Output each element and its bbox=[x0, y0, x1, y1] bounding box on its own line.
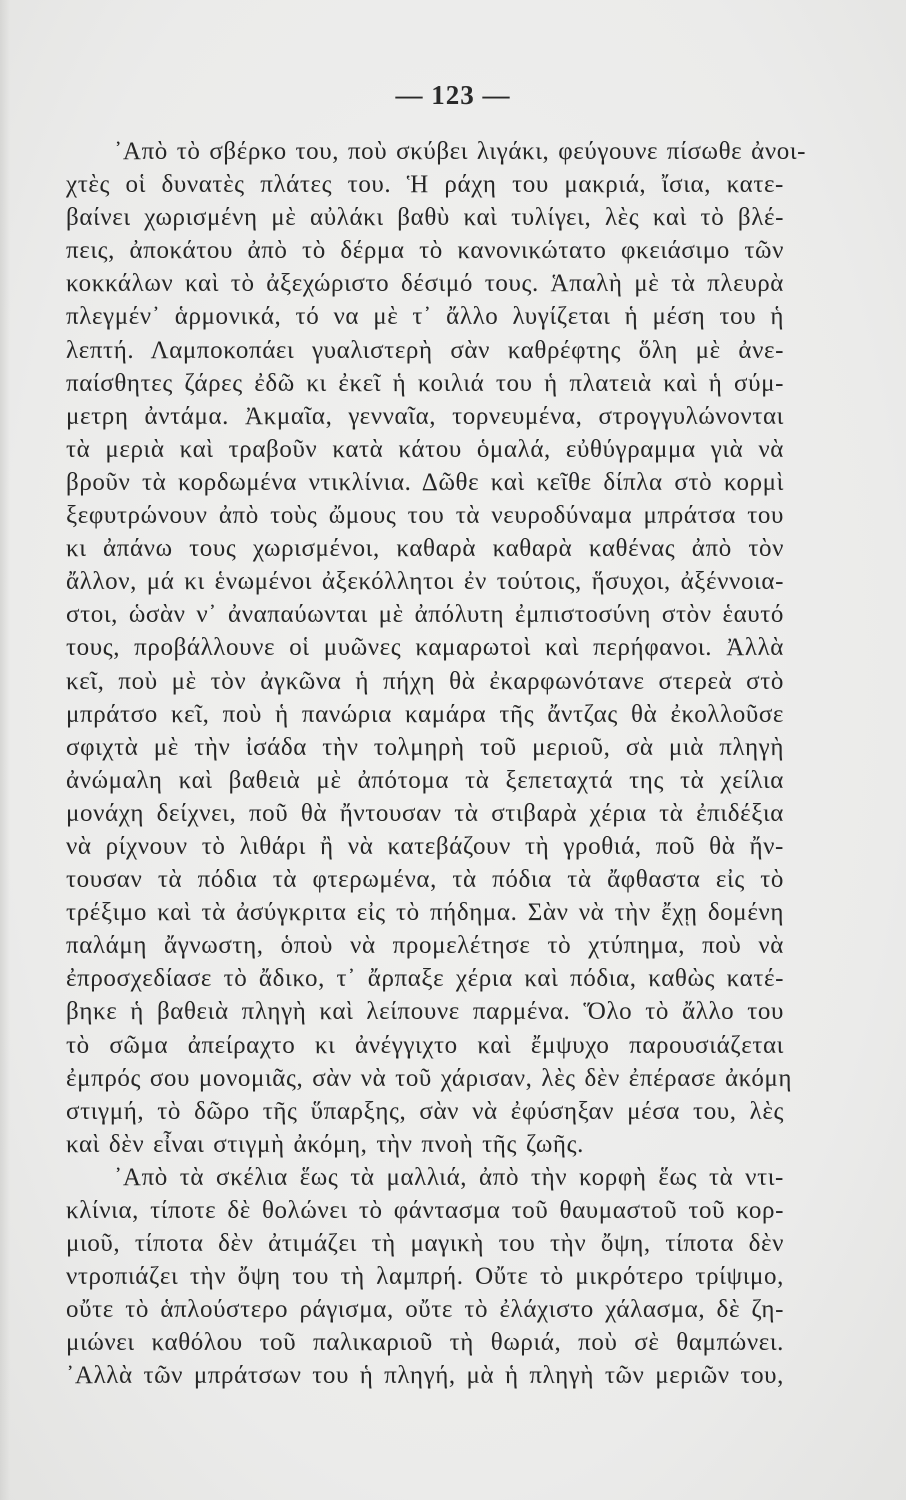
text-line: οὔτε τὸ ἁπλούστερο ράγισμα, οὔτε τὸ ἐλάχιστο χάλασμα, δὲ ζη- bbox=[66, 1296, 784, 1324]
text-line: κι ἀπάνω τους χωρισμένοι, καθαρὰ καθαρὰ καθένας ἀπὸ τὸν bbox=[66, 535, 784, 563]
text-line: χτὲς οἱ δυνατὲς πλάτες του. Ἡ ράχη του μακριά, ἴσια, κατε- bbox=[66, 171, 784, 199]
text-line: ξεφυτρώνουν ἀπὸ τοὺς ὤμους του τὰ νευροδύναμα μπράτσα του bbox=[66, 502, 784, 530]
text-line: τὰ μεριὰ καὶ τραβοῦν κατὰ κάτου ὁμαλά, εὐθύγραμμα γιὰ νὰ bbox=[66, 435, 784, 463]
text-line: τὸ σῶμα ἀπείραχτο κι ἀνέγγιχτο καὶ ἔμψυχο παρουσιάζεται bbox=[66, 1031, 784, 1059]
text-line: μετρη ἀντάμα. Ἀκμαῖα, γενναῖα, τορνευμένα, στρογγυλώνονται bbox=[66, 402, 784, 430]
text-line: τουσαν τὰ πόδια τὰ φτερωμένα, τὰ πόδια τὰ ἄφθαστα εἰς τὸ bbox=[66, 866, 784, 894]
text-line: παλάμη ἄγνωστη, ὁποὺ νὰ προμελέτησε τὸ χτύπημα, ποὺ νὰ bbox=[66, 932, 784, 960]
text-line: ᾿Απὸ τὸ σβέρκο του, ποὺ σκύβει λιγάκι, φεύγουνε πίσωθε ἀνοι- bbox=[114, 138, 807, 165]
text-line: μονάχη δείχνει, ποῦ θὰ ἤντουσαν τὰ στιβαρὰ χέρια τὰ ἐπιδέξια bbox=[66, 799, 784, 827]
paragraph bbox=[66, 135, 807, 1161]
text-line: βαίνει χωρισμένη μὲ αὐλάκι βαθὺ καὶ τυλίγει, λὲς καὶ τὸ βλέ- bbox=[66, 204, 784, 232]
text-line: κοκκάλων καὶ τὸ ἀξεχώριστο δέσιμό τους. Ἁπαλὴ μὲ τὰ πλευρὰ bbox=[66, 270, 784, 298]
text-line: τους, προβάλλουνε οἱ μυῶνες καμαρωτοὶ καὶ περήφανοι. Ἀλλὰ bbox=[66, 634, 784, 662]
text-line: μπράτσο κεῖ, ποὺ ἡ πανώρια καμάρα τῆς ἄντζας θὰ ἐκολλοῦσε bbox=[66, 700, 784, 728]
text-line: καὶ δὲν εἶναι στιγμὴ ἀκόμη, τὴν πνοὴ τῆς ζωῆς. bbox=[66, 1130, 584, 1158]
page-edge-shadow bbox=[0, 0, 10, 1500]
text-line: στιγμή, τὸ δῶρο τῆς ὕπαρξης, σὰν νὰ ἐφύσηξαν μέσα του, λὲς bbox=[66, 1097, 784, 1125]
text-line: λεπτή. Λαμποκοπάει γυαλιστερὴ σὰν καθρέφτης ὅλη μὲ ἀνε- bbox=[66, 336, 784, 364]
text-line: πλεγμέν᾿ ἁρμονικά, τό να μὲ τ᾿ ἄλλο λυγίζεται ἡ μέση του ἡ bbox=[66, 303, 784, 331]
text-line: ᾿Αλλὰ τῶν μπράτσων του ἡ πληγή, μὰ ἡ πληγὴ τῶν μεριῶν του, bbox=[66, 1362, 784, 1390]
text-line: μιοῦ, τίποτα δὲν ἀτιμάζει τὴ μαγικὴ του τὴν ὄψη, τίποτα δὲν bbox=[66, 1230, 784, 1258]
text-line: τρέξιμο καὶ τὰ ἀσύγκριτα εἰς τὸ πήδημα. Σὰν νὰ τὴν ἔχῃ δομένη bbox=[66, 899, 784, 927]
text-line: μιώνει καθόλου τοῦ παλικαριοῦ τὴ θωριά, ποὺ σὲ θαμπώνει. bbox=[66, 1329, 784, 1357]
paragraph bbox=[66, 1161, 784, 1393]
text-line: ᾿Απὸ τὰ σκέλια ἕως τὰ μαλλιά, ἀπὸ τὴν κορφὴ ἕως τὰ ντι- bbox=[114, 1163, 784, 1191]
text-line: παίσθητες ζάρες ἐδῶ κι ἐκεῖ ἡ κοιλιά του ἡ πλατειὰ καὶ ἡ σύμ- bbox=[66, 369, 784, 397]
text-line: ἐμπρός σου μονομιᾶς, σὰν νὰ τοῦ χάρισαν, λὲς δὲν ἐπέρασε ἀκόμη bbox=[66, 1064, 793, 1092]
text-line: κλίνια, τίποτε δὲ θολώνει τὸ φάντασμα τοῦ θαυμαστοῦ τοῦ κορ- bbox=[66, 1197, 784, 1224]
text-line: νὰ ρίχνουν τὸ λιθάρι ἢ νὰ κατεβάζουν τὴ γροθιά, ποῦ θὰ ἤν- bbox=[66, 832, 784, 860]
text-line: ντροπιάζει τὴν ὄψη του τὴ λαμπρή. Οὔτε τὸ μικρότερο τρίψιμο, bbox=[66, 1263, 784, 1291]
body-text bbox=[66, 135, 807, 1393]
page-number: — 123 — bbox=[395, 80, 511, 110]
text-line: ἀνώμαλη καὶ βαθειὰ μὲ ἀπότομα τὰ ξεπεταχτά της τὰ χείλια bbox=[66, 766, 784, 794]
text-line: βροῦν τὰ κορδωμένα ντικλίνια. Δῶθε καὶ κεῖθε δίπλα στὸ κορμὶ bbox=[66, 468, 784, 496]
text-line: πεις, ἀποκάτου ἀπὸ τὸ δέρμα τὸ κανονικώτατο φκειάσιμο τῶν bbox=[66, 237, 784, 265]
text-line: σφιχτὰ μὲ τὴν ἰσάδα τὴν τολμηρὴ τοῦ μεριοῦ, σὰ μιὰ πληγὴ bbox=[66, 733, 784, 761]
text-line: ἄλλον, μά κι ἑνωμένοι ἀξεκόλλητοι ἐν τούτοις, ἥσυχοι, ἀξέννοια- bbox=[66, 568, 784, 596]
text-line: κεῖ, ποὺ μὲ τὸν ἀγκῶνα ἡ πήχη θὰ ἐκαρφωνότανε στερεὰ στὸ bbox=[66, 667, 784, 695]
text-line: στοι, ὡσὰν ν᾿ ἀναπαύωνται μὲ ἀπόλυτη ἐμπιστοσύνη στὸν ἑαυτό bbox=[66, 601, 784, 629]
text-line: ἐπροσχεδίασε τὸ ἄδικο, τ᾿ ἄρπαξε χέρια καὶ πόδια, καθὼς κατέ- bbox=[66, 965, 784, 993]
text-line: βηκε ἡ βαθειὰ πληγὴ καὶ λείπουνε παρμένα. Ὅλο τὸ ἄλλο του bbox=[66, 998, 784, 1026]
